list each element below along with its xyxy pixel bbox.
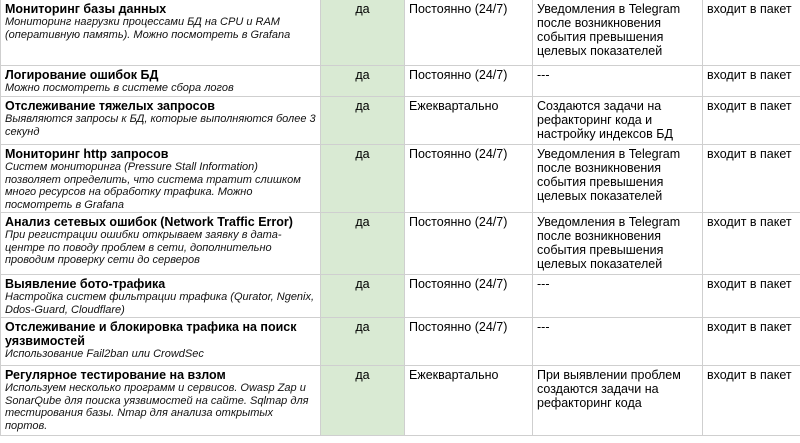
included-cell[interactable]: да <box>321 275 405 318</box>
service-title: Логирование ошибок БД <box>5 68 159 82</box>
service-description: Систем мониторинга (Pressure Stall Information) позволяет определить, что система тратит слишком много ресурсов на обработку трафика. Можно посмотреть в Grafana <box>5 161 301 211</box>
table-row <box>1 0 800 66</box>
service-description: Выявляются запросы к БД, которые выполняются более 3 секунд <box>5 113 316 138</box>
table-row <box>1 366 800 436</box>
service-description: Мониторинг нагрузки процессами БД на CPU и RAM (оперативную память). Можно посмотреть в Grafana <box>5 16 291 41</box>
frequency-cell[interactable]: Постоянно (24/7) <box>405 213 533 275</box>
frequency-cell[interactable]: Постоянно (24/7) <box>405 145 533 213</box>
service-title: Регулярное тестирование на взлом <box>5 368 226 382</box>
table-row <box>1 275 800 318</box>
service-title: Отслеживание и блокировка трафика на поиск уязвимостей <box>5 320 297 348</box>
package-cell[interactable]: входит в пакет <box>703 275 800 318</box>
included-cell[interactable]: да <box>321 97 405 145</box>
service-description: Используем несколько программ и сервисов. Owasp Zap и SonarQube для поиска уязвимостей на сайте. Sqlmap для тестирования базы. Nmap для анализа открытых портов. <box>5 382 309 432</box>
action-cell[interactable]: --- <box>533 275 703 318</box>
package-cell[interactable]: входит в пакет <box>703 366 800 436</box>
included-cell[interactable]: да <box>321 366 405 436</box>
service-name-cell[interactable] <box>1 97 321 145</box>
action-cell[interactable]: --- <box>533 318 703 366</box>
table-row <box>1 213 800 275</box>
service-name-cell[interactable] <box>1 366 321 436</box>
table-row <box>1 145 800 213</box>
service-name-cell[interactable] <box>1 213 321 275</box>
package-cell[interactable]: входит в пакет <box>703 66 800 97</box>
package-cell[interactable]: входит в пакет <box>703 0 800 66</box>
action-cell[interactable]: --- <box>533 66 703 97</box>
service-name-cell[interactable] <box>1 145 321 213</box>
included-cell[interactable]: да <box>321 213 405 275</box>
service-title: Мониторинг базы данных <box>5 2 167 16</box>
service-name-cell[interactable] <box>1 0 321 66</box>
frequency-cell[interactable]: Ежеквартально <box>405 366 533 436</box>
included-cell[interactable]: да <box>321 0 405 66</box>
service-title: Анализ сетевых ошибок (Network Traffic Error) <box>5 215 293 229</box>
service-description: Использование Fail2ban или CrowdSec <box>5 348 204 360</box>
package-cell[interactable]: входит в пакет <box>703 97 800 145</box>
frequency-cell[interactable]: Постоянно (24/7) <box>405 0 533 66</box>
included-cell[interactable]: да <box>321 145 405 213</box>
action-cell[interactable]: Уведомления в Telegram после возникновения события превышения целевых показателей <box>533 213 703 275</box>
service-title: Отслеживание тяжелых запросов <box>5 99 215 113</box>
service-name-cell[interactable] <box>1 66 321 97</box>
frequency-cell[interactable]: Постоянно (24/7) <box>405 318 533 366</box>
action-cell[interactable]: Создаются задачи на рефакторинг кода и настройку индексов БД <box>533 97 703 145</box>
table-row <box>1 97 800 145</box>
package-cell[interactable]: входит в пакет <box>703 318 800 366</box>
frequency-cell[interactable]: Постоянно (24/7) <box>405 275 533 318</box>
action-cell[interactable]: Уведомления в Telegram после возникновения события превышения целевых показателей <box>533 145 703 213</box>
action-cell[interactable]: Уведомления в Telegram после возникновения события превышения целевых показателей <box>533 0 703 66</box>
service-description: Можно посмотреть в системе сбора логов <box>5 82 234 94</box>
frequency-cell[interactable]: Ежеквартально <box>405 97 533 145</box>
table-row <box>1 318 800 366</box>
package-cell[interactable]: входит в пакет <box>703 213 800 275</box>
service-title: Выявление бото-трафика <box>5 277 166 291</box>
service-name-cell[interactable] <box>1 275 321 318</box>
service-description: При регистрации ошибки открываем заявку в дата-центре по поводу проблем в сети, дополнительно проводим проверку сети до серверов <box>5 229 282 266</box>
service-title: Мониторинг http запросов <box>5 147 169 161</box>
service-description: Настройка систем фильтрации трафика (Qurator, Ngenix, Ddos-Guard, Cloudflare) <box>5 291 315 316</box>
service-name-cell[interactable] <box>1 318 321 366</box>
table-row <box>1 66 800 97</box>
package-cell[interactable]: входит в пакет <box>703 145 800 213</box>
included-cell[interactable]: да <box>321 66 405 97</box>
frequency-cell[interactable]: Постоянно (24/7) <box>405 66 533 97</box>
action-cell[interactable]: При выявлении проблем создаются задачи на рефакторинг кода <box>533 366 703 436</box>
included-cell[interactable]: да <box>321 318 405 366</box>
